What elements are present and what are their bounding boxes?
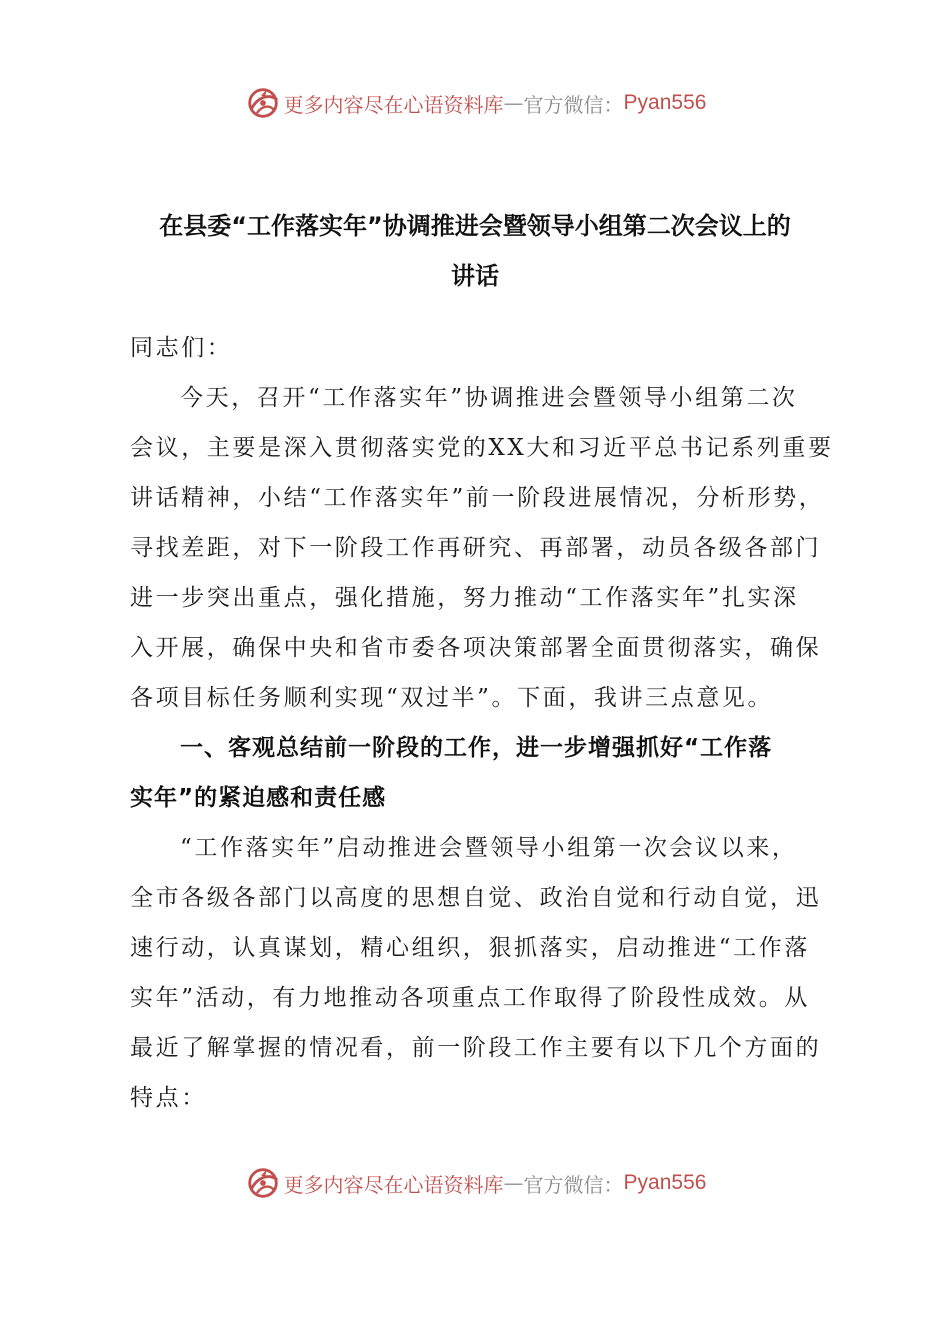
section-heading-line: 实年”的紧迫感和责任感: [130, 785, 387, 811]
banner-wechat-id: Pyan556: [623, 1171, 707, 1194]
paragraph-1-line: 讲话精神，小结“工作落实年”前一阶段进展情况，分析形势，: [130, 485, 825, 511]
document-title-line-2: 讲话: [451, 262, 499, 290]
banner-wechat-label: 官方微信：: [523, 1172, 624, 1197]
header-banner: [0, 78, 950, 128]
paragraph-1-line: 入开展，确保中央和省市委各项决策部署全面贯彻落实，确保: [130, 635, 822, 661]
paragraph-2-line: 速行动，认真谋划，精心组织，狠抓落实，启动推进“工作落: [130, 935, 810, 961]
banner-promo-text: 更多内容尽在心语资料库: [283, 92, 504, 117]
paragraph-2-line: 最近了解掌握的情况看，前一阶段工作主要有以下几个方面的: [130, 1035, 822, 1061]
paragraph-1-line: 寻找差距，对下一阶段工作再研究、再部署，动员各级各部门: [130, 535, 822, 561]
paragraph-2-line: “工作落实年”启动推进会暨领导小组第一次会议以来，: [180, 835, 798, 861]
salutation: 同志们：: [130, 335, 233, 361]
paragraph-2-line: 全市各级各部门以高度的思想自觉、政治自觉和行动自觉，迅: [130, 885, 822, 911]
paragraph-2-line: 实年”活动，有力地推动各项重点工作取得了阶段性成效。从: [130, 985, 810, 1011]
paragraph-1-line: 会议，主要是深入贯彻落实党的XX大和习近平总书记系列重要: [130, 435, 834, 461]
banner-separator: —: [503, 1171, 524, 1195]
red-swirl-logo-icon: [244, 84, 282, 122]
banner-promo-text: 更多内容尽在心语资料库: [283, 1172, 504, 1197]
section-heading-line: 一、客观总结前一阶段的工作，进一步增强抓好“工作落: [180, 735, 773, 761]
paragraph-1-line: 进一步突出重点，强化措施，努力推动“工作落实年”扎实深: [130, 585, 799, 611]
banner-separator: —: [503, 91, 524, 115]
banner-wechat-label: 官方微信：: [523, 92, 624, 117]
footer-banner: [0, 1158, 950, 1208]
red-swirl-logo-icon: [244, 1164, 282, 1202]
document-title-line-1: 在县委“工作落实年”协调推进会暨领导小组第二次会议上的: [159, 212, 791, 240]
paragraph-1-line: 各项目标任务顺利实现“双过半”。下面，我讲三点意见。: [130, 685, 774, 711]
banner-wechat-id: Pyan556: [623, 91, 707, 114]
paragraph-1-line: 今天，召开“工作落实年”协调推进会暨领导小组第二次: [180, 385, 798, 411]
paragraph-2-line: 特点：: [130, 1085, 207, 1111]
